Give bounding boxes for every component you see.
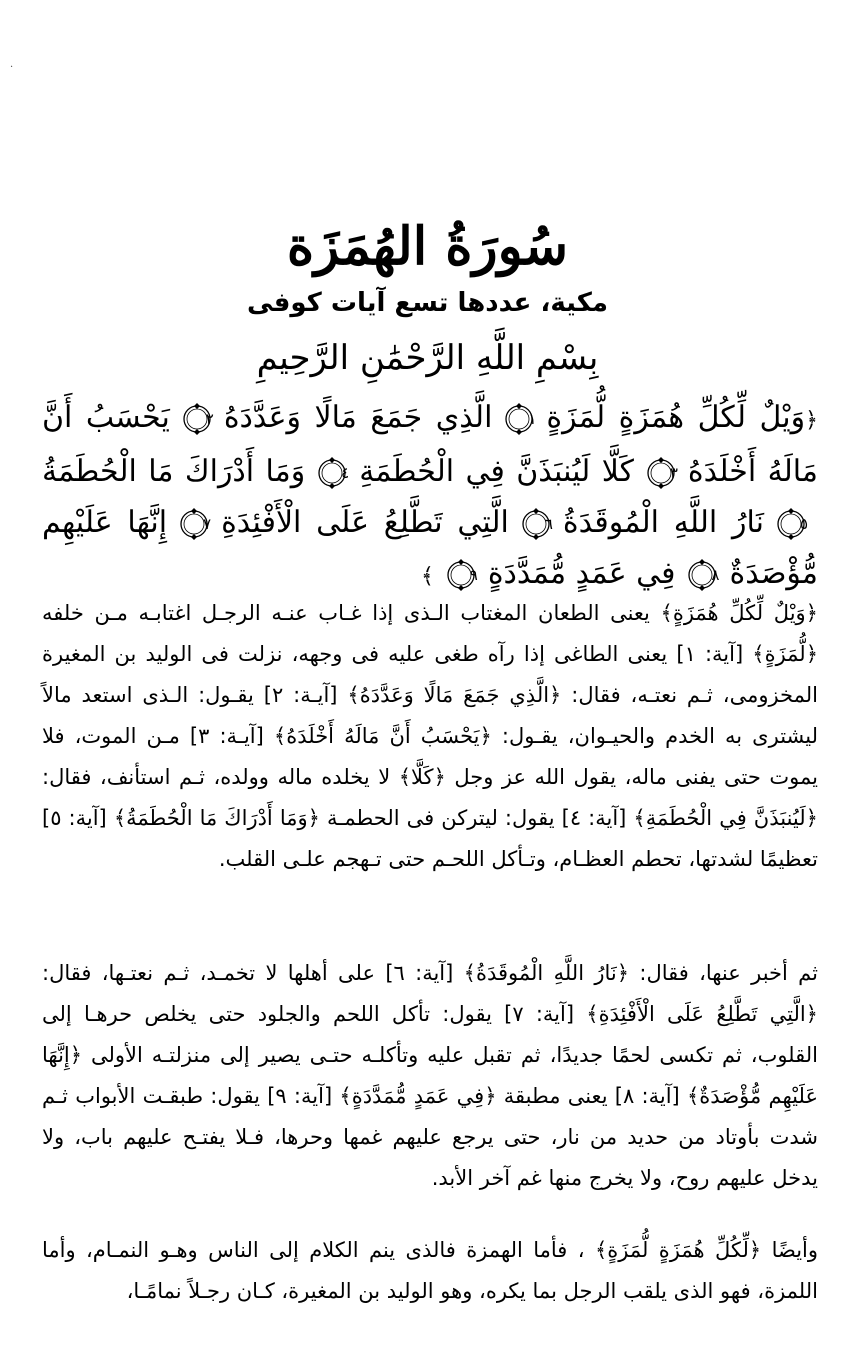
commentary-paragraph-1: [42, 593, 818, 880]
verse-number-marker: [502, 402, 536, 436]
commentary-paragraph-3: [42, 1230, 818, 1312]
verse-number-marker: [644, 456, 678, 490]
quoted-verse: ﴿الَّتِي تَطَّلِعُ عَلَى الْأَفْئِدَةِ﴾: [586, 1002, 818, 1026]
verse-number-marker: [774, 507, 808, 541]
commentary-text: [آية: ٦] على أهلها لا تخمـد، ثـم نعتـها، فقال:: [42, 961, 464, 985]
verse-number: ٧: [203, 515, 212, 533]
closing-bracket: ﴾: [420, 564, 434, 589]
verse-number: ٥: [799, 515, 808, 533]
commentary-text: يعنى الطعان المغتاب الـذى إذا غـاب عنـه الرجـل اغتابـه مـن خلفه: [42, 601, 661, 625]
verse-text: إِنَّهَا عَلَيْهِم مُّؤْصَدَةٌ: [42, 505, 818, 591]
quoted-verse: ﴿نَارُ اللَّهِ الْمُوقَدَةُ﴾: [463, 961, 630, 985]
verse-number: ١: [528, 410, 537, 428]
commentary-text: [آية: ٤] يقول: ليتركن فى الحطمـة: [319, 806, 634, 830]
verse-number-marker: [180, 402, 214, 436]
verse-number: ٩: [469, 566, 478, 584]
commentary-text: [آيـة: ٣] مـن الموت، فلا يموت حتى يفنى ماله، يقول الله عز وجل: [42, 724, 818, 789]
surah-title: سُورَةُ الهُمَزَة: [286, 216, 569, 277]
quoted-verse: ﴿إِنَّهَا عَلَيْهِم مُّؤْصَدَةٌ﴾: [42, 1043, 818, 1108]
quoted-verse: ﴿يَحْسَبُ أَنَّ مَالَهُ أَخْلَدَهُ﴾: [273, 724, 492, 748]
commentary-text: ثم أخبر عنها، فقال:: [629, 961, 819, 985]
quoted-verse: ﴿فِي عَمَدٍ مُّمَدَّدَةٍ﴾: [339, 1084, 497, 1108]
quoted-verse: ﴿لُّمَزَةٍ﴾: [752, 642, 819, 666]
commentary-text: [آية: ٨] يعنى مطبقة: [496, 1084, 687, 1108]
commentary-text: [آية: ١] يعنى الطاغى إذا رآه طغى عليه فى وجهه، نزلت فى الوليد بن المغيرة المخزومى، ثـم نعتـه، فقال:: [42, 642, 818, 707]
verse-text: نَارُ اللَّهِ الْمُوقَدَةُ: [562, 505, 764, 540]
quoted-verse: ﴿وَمَا أَدْرَاكَ مَا الْحُطَمَةُ﴾: [113, 806, 320, 830]
commentary-text: وأيضًا: [761, 1238, 819, 1262]
verse-text: الَّتِي تَطَّلِعُ عَلَى الْأَفْئِدَةِ: [221, 505, 509, 540]
verse-text: كَلَّا لَيُنبَذَنَّ فِي الْحُطَمَةِ: [359, 454, 634, 489]
quoted-verse: ﴿الَّذِي جَمَعَ مَالًا وَعَدَّدَهُ﴾: [347, 683, 562, 707]
opening-bracket: ﴿: [805, 408, 818, 433]
verse-number: ٢: [205, 410, 214, 428]
verse-number: ٣: [669, 464, 678, 482]
commentary-text: [آيـة: ٢] يقـول: الـذى استعد مالاً ليشترى به الخدم والحيـوان، يقـول:: [42, 683, 819, 748]
verse-number: ٨: [711, 566, 720, 584]
margin-mark: ·: [10, 62, 14, 73]
verse-text: فِي عَمَدٍ مُّمَدَّدَةٍ: [487, 556, 676, 591]
commentary-text: [آية: ٩] يقول: طبقـت الأبواب ثـم شدت بأوتاد من حديد من نار، حتى يرجع عليهم غمها وحرها، فـلا يفتـح عليهم باب، ولا يدخل عليهم روح، ولا يخرج منها غم آخر الأبد.: [42, 1084, 818, 1190]
verse-text: وَمَا أَدْرَاكَ مَا الْحُطَمَةُ: [42, 454, 306, 489]
verse-number-marker: [685, 558, 719, 592]
verse-number-marker: [315, 456, 349, 490]
verse-number-marker: [444, 558, 478, 592]
verse-number-marker: [177, 507, 211, 541]
quoted-verse: ﴿كَلَّا﴾: [398, 765, 446, 789]
verse-number-marker: [519, 507, 553, 541]
verse-number: ٤: [341, 464, 350, 482]
commentary-text: [آية: ٥] تعظيمًا لشدتها، تحطم العظـام، وتـأكل اللحـم حتى تـهجم علـى القلب.: [42, 806, 818, 871]
commentary-text: [آية: ٧] يقول: تأكل اللحم والجلود حتى يخلص حرهـا إلى القلوب، ثم تكسى لحمًا جديدًا، ثم تقبل عليه وتأكلـه حتـى يصير إلى منزلتـه الأولى: [42, 1002, 818, 1067]
commentary-text: ، فأما الهمزة فالذى ينم الكلام إلى الناس وهـو النمـام، وأما اللمزة، فهو الذى يلقب الرجل بما يكره، وهو الوليد بن المغيرة، كـان رجـلاً نمامًـا،: [42, 1238, 818, 1303]
quoted-verse: ﴿وَيْلٌ لِّكُلِّ هُمَزَةٍ﴾: [660, 601, 818, 625]
surah-subtitle: مكية، عددها تسع آيات كوفى: [247, 288, 608, 318]
quoted-verse: ﴿لِّكُلِّ هُمَزَةٍ لُّمَزَةٍ﴾: [594, 1238, 762, 1262]
quoted-verse: ﴿لَيُنبَذَنَّ فِي الْحُطَمَةِ﴾: [633, 806, 818, 830]
commentary-paragraph-2: [42, 953, 818, 1199]
verse-text: وَيْلٌ لِّكُلِّ هُمَزَةٍ لُّمَزَةٍ: [546, 400, 806, 435]
verse-text: الَّذِي جَمَعَ مَالًا وَعَدَّدَهُ: [223, 400, 493, 435]
verse-number: ٦: [544, 515, 553, 533]
commentary-text: لا يخلده ماله وولده، ثـم استأنف، فقال:: [42, 765, 399, 789]
basmala: بِسْمِ اللَّهِ الرَّحْمَٰنِ الرَّحِيمِ: [256, 338, 599, 378]
quran-verses-block: [42, 392, 818, 602]
verse-text: يَحْسَبُ أَنَّ مَالَهُ أَخْلَدَهُ: [42, 400, 818, 489]
